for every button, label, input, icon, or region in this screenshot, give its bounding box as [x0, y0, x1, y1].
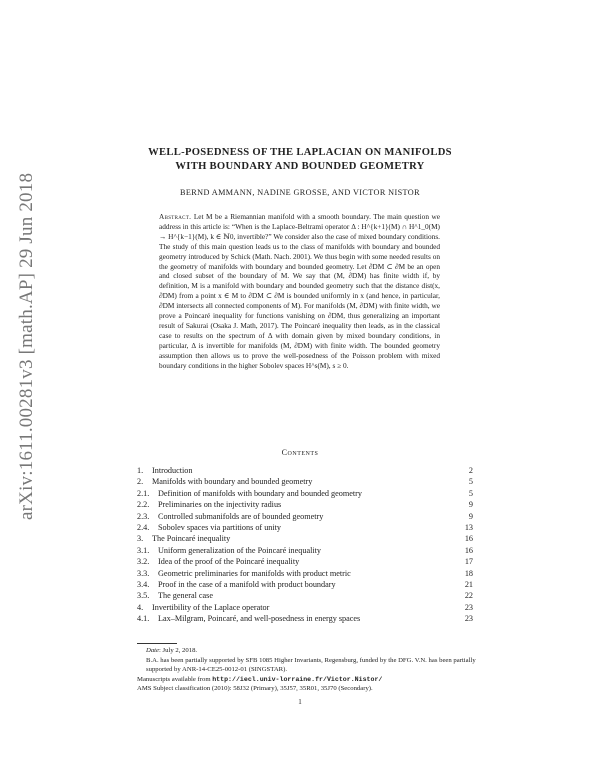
footnotes [137, 646, 477, 694]
toc-entry[interactable] [137, 476, 473, 487]
toc-entry[interactable] [137, 579, 473, 590]
table-of-contents [137, 465, 473, 624]
arxiv-identifier-sidebar: arXiv:1611.00281v3 [math.AP] 29 Jun 2018 [16, 172, 37, 520]
toc-entry-number: 2.2. [137, 500, 150, 510]
toc-entry[interactable] [137, 545, 473, 556]
contents-heading: Contents [281, 448, 319, 457]
toc-entry-page: 9 [468, 511, 473, 521]
toc-entry-page: 23 [464, 602, 473, 612]
toc-entry-page: 22 [464, 591, 473, 601]
title-line-1: WELL-POSEDNESS OF THE LAPLACIAN ON MANIFOLDS [148, 147, 452, 158]
toc-entry-title: The Poincaré inequality [152, 534, 231, 544]
toc-entry-page: 18 [464, 568, 473, 578]
toc-entry-number: 3.5. [137, 591, 150, 601]
author-list: BERND AMMANN, NADINE GROSSE, AND VICTOR NISTOR [180, 188, 420, 197]
toc-entry-page: 16 [464, 534, 473, 544]
toc-entry-page: 13 [464, 522, 473, 532]
toc-entry[interactable] [137, 511, 473, 522]
footnote-date [137, 646, 477, 656]
page-number: 1 [298, 698, 302, 706]
toc-entry-page: 5 [468, 488, 473, 498]
toc-entry-number: 3.4. [137, 579, 150, 589]
toc-entry-page: 21 [464, 579, 473, 589]
toc-entry-number: 4.1. [137, 614, 150, 624]
toc-entry-number: 3.3. [137, 568, 150, 578]
toc-entry-page: 9 [468, 500, 473, 510]
toc-entry-title: Invertibility of the Laplace operator [152, 602, 270, 612]
toc-entry-title: Idea of the proof of the Poincaré inequality [158, 557, 300, 567]
footnote-manuscripts [137, 675, 477, 685]
toc-entry-number: 1. [137, 466, 144, 475]
manuscripts-link[interactable]: http://iecl.univ-lorraine.fr/Victor.Nistor/ [212, 675, 383, 683]
toc-entry-number: 2.1. [137, 488, 150, 498]
toc-entry-number: 3. [137, 534, 144, 544]
toc-entry[interactable] [137, 590, 473, 601]
toc-entry-page: 2 [468, 466, 473, 475]
toc-entry-page: 23 [464, 614, 473, 624]
abstract-label: Abstract. [159, 212, 192, 221]
toc-entry-title: Geometric preliminaries for manifolds with product metric [158, 568, 351, 578]
toc-entry-number: 3.2. [137, 557, 150, 567]
toc-entry[interactable] [137, 533, 473, 544]
toc-entry[interactable] [137, 488, 473, 499]
date-value: : July 2, 2018. [159, 647, 198, 654]
toc-entry-title: Lax–Milgram, Poincaré, and well-posedness in energy spaces [158, 614, 361, 624]
title-line-2: WITH BOUNDARY AND BOUNDED GEOMETRY [175, 161, 425, 172]
toc-entry-page: 17 [464, 557, 473, 567]
toc-entry-number: 2.3. [137, 511, 150, 521]
toc-entry[interactable] [137, 613, 473, 624]
toc-entry-title: Proof in the case of a manifold with product boundary [158, 579, 336, 589]
toc-entry[interactable] [137, 522, 473, 533]
toc-entry-number: 2.4. [137, 522, 150, 532]
toc-entry[interactable] [137, 465, 473, 476]
toc-entry-page: 16 [464, 545, 473, 555]
toc-entry[interactable] [137, 602, 473, 613]
toc-entry-title: Controlled submanifolds are of bounded geometry [158, 511, 324, 521]
toc-entry-title: Manifolds with boundary and bounded geometry [152, 477, 313, 487]
toc-entry-title: Uniform generalization of the Poincaré inequality [158, 545, 322, 555]
date-label: Date [146, 647, 159, 654]
paper-title [120, 146, 480, 174]
toc-entry-number: 3.1. [137, 545, 150, 555]
toc-entry-title: The general case [158, 591, 214, 601]
toc-entry-title: Sobolev spaces via partitions of unity [158, 522, 282, 532]
toc-entry-number: 2. [137, 477, 144, 487]
manuscripts-prefix: Manuscripts available from [137, 675, 213, 683]
footnote-funding: B.A. has been partially supported by SFB 1085 Higher Invariants, Regensburg, funded by the DFG. V.N. has been partially supported by ANR-14-CE25-0012-01 (SINGSTAR). [146, 656, 476, 674]
toc-entry[interactable] [137, 499, 473, 510]
toc-entry-page: 5 [468, 477, 473, 487]
toc-entry-number: 4. [137, 602, 144, 612]
toc-entry-title: Introduction [152, 466, 193, 475]
abstract-text: Let M be a Riemannian manifold with a smooth boundary. The main question we address in this article is: “When is the Laplace-Beltrami operator Δ : H^{k+1}(M) ∩ H^1_0(M) → H^{k−1}(M), k ∈ ℕ0, invertible?” We consider also the case of mixed boundary conditions. The study of this main question leads us to the class of manifolds with boundary and bounded geometry introduced by Schick (Math. Nach. 2001). We thus begin with some needed results on the geometry of manifolds with boundary and bounded geometry. Let ∂DM ⊂ ∂M be an open and closed subset of the boundary of M. We say that (M, ∂DM) has finite width if, by definition, M is a manifold with boundary and bounded geometry such that the distance dist(x, ∂DM) from a point x ∈ M to ∂DM ⊂ ∂M is bounded uniformly in x (and hence, in particular, ∂DM intersects all connected components of M). For manifolds (M, ∂DM) with finite width, we prove a Poincaré inequality for functions vanishing on ∂DM, thus generalizing an important result of Sakurai (Osaka J. Math, 2017). The Poincaré inequality then leads, as in the classical case to results on the spectrum of Δ with domain given by mixed boundary conditions, in particular, Δ is invertible for manifolds (M, ∂DM) with finite width. The bounded geometry assumption then allows us to prove the well-posedness of the Poisson problem with mixed boundary conditions in the higher Sobolev spaces H^s(M), s ≥ 0. [159, 212, 440, 370]
abstract [159, 212, 440, 371]
toc-entry-title: Definition of manifolds with boundary and bounded geometry [158, 488, 362, 498]
footnote-rule [137, 643, 177, 644]
toc-entry-title: Preliminaries on the injectivity radius [158, 500, 282, 510]
toc-entry[interactable] [137, 568, 473, 579]
footnote-ams: AMS Subject classification (2010): 58J32 (Primary), 35J57, 35R01, 35J70 (Secondary). [137, 685, 373, 693]
toc-entry[interactable] [137, 556, 473, 567]
